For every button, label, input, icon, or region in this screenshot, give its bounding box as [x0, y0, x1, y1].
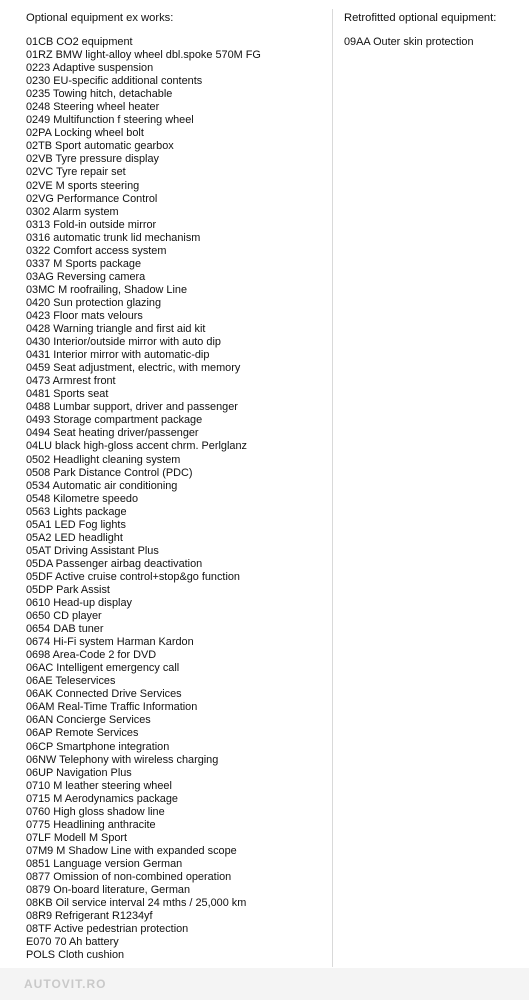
equipment-item: E070 70 Ah battery — [26, 936, 119, 949]
equipment-item: 0710 M leather steering wheel — [26, 779, 172, 792]
equipment-item: 06AE Teleservices — [26, 675, 116, 688]
equipment-item: 06CP Smartphone integration — [26, 740, 170, 753]
equipment-item: 0877 Omission of non-combined operation — [26, 871, 232, 883]
equipment-item: 0502 Headlight cleaning system — [26, 453, 181, 466]
retrofitted-equipment-heading: Retrofitted optional equipment: — [344, 12, 497, 24]
equipment-item: 0534 Automatic air conditioning — [26, 479, 178, 492]
equipment-item: 0302 Alarm system — [26, 205, 119, 218]
equipment-item: 0548 Kilometre speedo — [26, 492, 139, 505]
retrofitted-equipment-section — [344, 11, 524, 49]
equipment-item: 01RZ BMW light-alloy wheel dbl.spoke 570M FG — [26, 49, 261, 62]
equipment-item: 06UP Navigation Plus — [26, 766, 132, 779]
equipment-item: 06AN Concierge Services — [26, 714, 151, 727]
equipment-item: 0674 Hi-Fi system Harman Kardon — [26, 636, 194, 649]
equipment-item: 0508 Park Distance Control (PDC) — [26, 466, 193, 479]
column-divider — [332, 9, 333, 967]
equipment-item: 0494 Seat heating driver/passenger — [26, 427, 199, 440]
equipment-item: 0249 Multifunction f steering wheel — [26, 114, 194, 127]
equipment-item: 0851 Language version German — [26, 857, 183, 870]
equipment-item: 0431 Interior mirror with automatic-dip — [26, 349, 210, 362]
equipment-item: 02VC Tyre repair set — [26, 166, 126, 179]
equipment-item: 0610 Head-up display — [26, 597, 132, 610]
equipment-item: 0459 Seat adjustment, electric, with memory — [26, 362, 241, 375]
equipment-item: 0337 M Sports package — [26, 257, 142, 270]
equipment-item: 0715 M Aerodynamics package — [26, 792, 178, 805]
equipment-item: 06AM Real-Time Traffic Information — [26, 701, 198, 714]
equipment-item: 05DP Park Assist — [26, 583, 110, 596]
equipment-item: 0428 Warning triangle and first aid kit — [26, 323, 206, 336]
equipment-item: 02TB Sport automatic gearbox — [26, 140, 174, 153]
equipment-item: 05A2 LED headlight — [26, 531, 123, 544]
equipment-item: 05DF Active cruise control+stop&go function — [26, 570, 240, 583]
equipment-item: 03MC M roofrailing, Shadow Line — [26, 283, 188, 296]
equipment-item: 05AT Driving Assistant Plus — [26, 544, 159, 557]
watermark-logo: AUTOVIT.RO — [24, 977, 107, 991]
equipment-item: 02VE M sports steering — [26, 179, 140, 192]
optional-equipment-ex-works-section — [26, 11, 326, 962]
equipment-item: 05A1 LED Fog lights — [26, 518, 126, 531]
equipment-item: 0423 Floor mats velours — [26, 309, 143, 322]
equipment-item: POLS Cloth cushion — [26, 949, 125, 962]
equipment-item: 0760 High gloss shadow line — [26, 805, 165, 818]
optional-equipment-list — [26, 36, 326, 962]
equipment-item: 02VG Performance Control — [26, 192, 158, 205]
retrofitted-equipment-list — [344, 36, 524, 49]
equipment-item: 08TF Active pedestrian protection — [26, 923, 189, 936]
equipment-item: 0698 Area-Code 2 for DVD — [26, 649, 157, 662]
equipment-item: 0316 automatic trunk lid mechanism — [26, 231, 201, 244]
equipment-item: 02VB Tyre pressure display — [26, 153, 159, 166]
equipment-item: 0430 Interior/outside mirror with auto dip — [26, 336, 221, 349]
equipment-item: 0235 Towing hitch, detachable — [26, 88, 173, 101]
equipment-item: 09AA Outer skin protection — [344, 36, 474, 48]
equipment-item: 0563 Lights package — [26, 505, 127, 518]
equipment-item: 01CB CO2 equipment — [26, 36, 133, 48]
bottom-strip — [0, 968, 529, 1000]
optional-equipment-ex-works-heading: Optional equipment ex works: — [26, 12, 174, 24]
equipment-item: 0473 Armrest front — [26, 375, 116, 388]
equipment-item: 0650 CD player — [26, 610, 102, 623]
equipment-item: 0322 Comfort access system — [26, 244, 167, 257]
equipment-item: 07M9 M Shadow Line with expanded scope — [26, 844, 237, 857]
equipment-item: 06AP Remote Services — [26, 727, 139, 740]
equipment-item: 0420 Sun protection glazing — [26, 296, 162, 309]
equipment-item: 0488 Lumbar support, driver and passenger — [26, 401, 238, 414]
equipment-item: 08R9 Refrigerant R1234yf — [26, 910, 153, 923]
equipment-item: 07LF Modell M Sport — [26, 831, 128, 844]
equipment-item: 0223 Adaptive suspension — [26, 62, 154, 75]
equipment-item: 0481 Sports seat — [26, 388, 109, 401]
equipment-item: 02PA Locking wheel bolt — [26, 127, 144, 140]
equipment-item: 0230 EU-specific additional contents — [26, 75, 203, 88]
equipment-item: 03AG Reversing camera — [26, 270, 146, 283]
equipment-item: 0248 Steering wheel heater — [26, 101, 160, 114]
equipment-item: 08KB Oil service interval 24 mths / 25,000 km — [26, 897, 247, 910]
equipment-item: 0313 Fold-in outside mirror — [26, 218, 157, 231]
equipment-item: 0493 Storage compartment package — [26, 414, 203, 427]
equipment-item: 0654 DAB tuner — [26, 623, 104, 636]
equipment-item: 05DA Passenger airbag deactivation — [26, 557, 203, 570]
equipment-item: 0775 Headlining anthracite — [26, 818, 156, 831]
equipment-item: 06AC Intelligent emergency call — [26, 662, 180, 675]
equipment-item: 04LU black high-gloss accent chrm. Perlglanz — [26, 440, 247, 453]
equipment-item: 06AK Connected Drive Services — [26, 688, 182, 701]
equipment-item: 0879 On-board literature, German — [26, 884, 191, 897]
equipment-item: 06NW Telephony with wireless charging — [26, 753, 219, 766]
